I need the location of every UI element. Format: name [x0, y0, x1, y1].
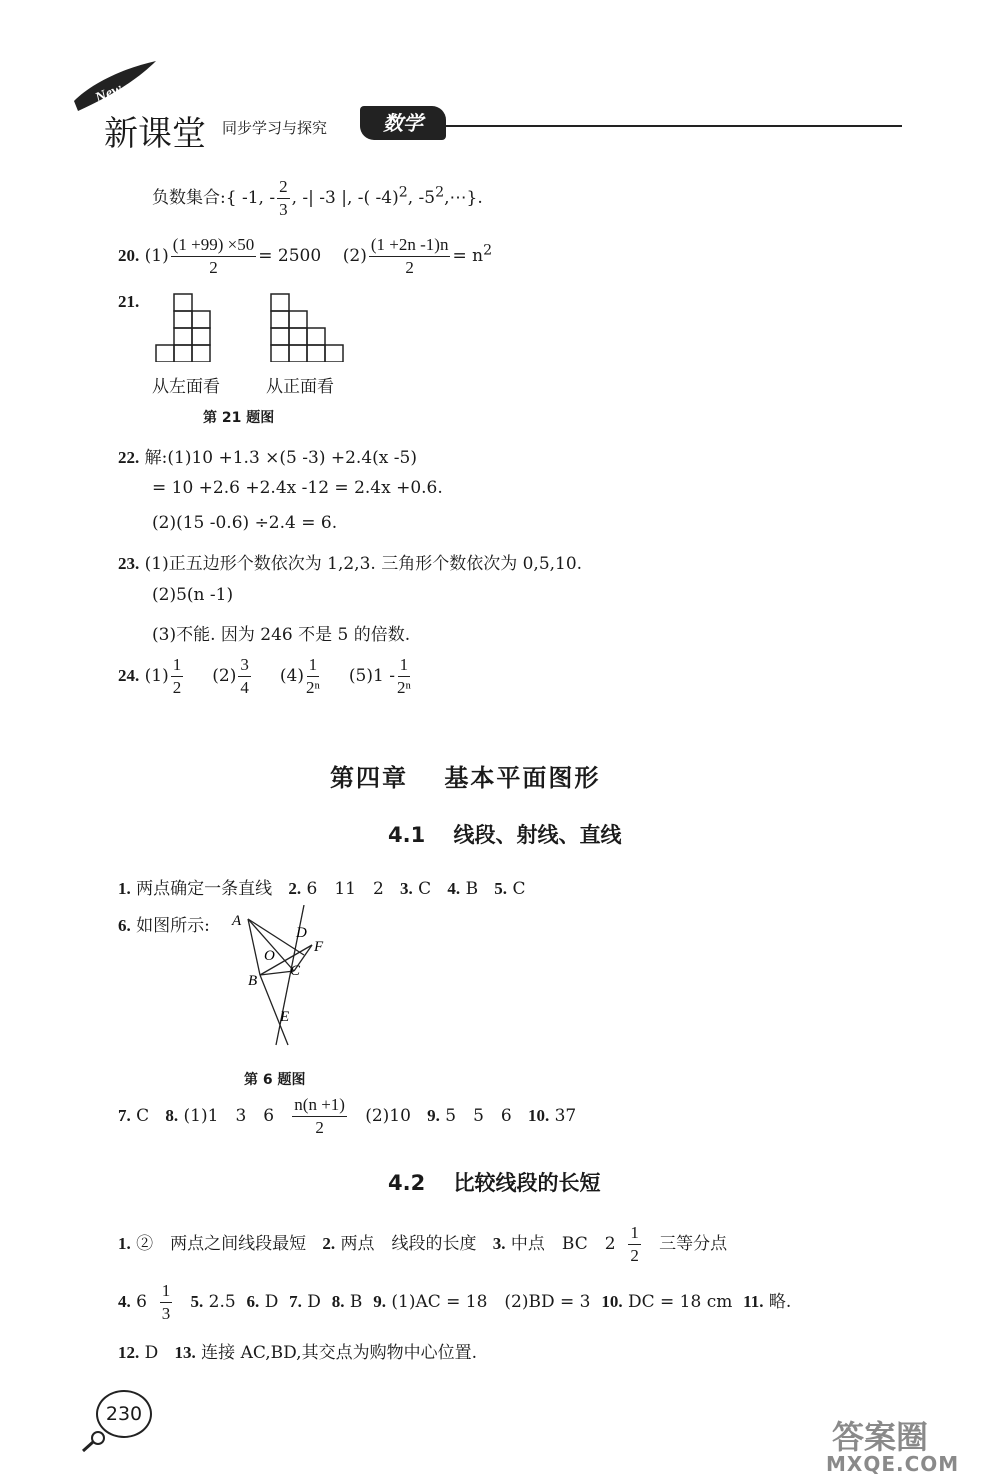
question-22	[118, 443, 417, 468]
part-label: (1)	[144, 666, 169, 686]
question-number: 7.	[289, 1292, 302, 1311]
fraction	[628, 1222, 641, 1267]
answer-text: 如图所示:	[136, 916, 210, 936]
answer-text: D	[307, 1292, 321, 1312]
neg-set-part: , -| -3 |, -( -4)	[291, 188, 399, 208]
point-C-label: C	[290, 963, 301, 979]
numerator: 1	[160, 1280, 173, 1303]
answer-text: B	[349, 1292, 363, 1312]
answer-text: D	[144, 1343, 159, 1363]
section-4-2-title: 4.2 比较线段的长短	[388, 1171, 601, 1195]
question-number: 2.	[322, 1234, 336, 1253]
denominator: 2	[630, 1246, 639, 1265]
denominator: 2	[315, 1118, 324, 1137]
fraction	[160, 1280, 173, 1325]
answer-text: 6	[136, 1292, 147, 1312]
neg-set-part: { -1, -	[225, 188, 276, 208]
answer-line: (2)5(n -1)	[152, 585, 234, 605]
question-6	[118, 911, 210, 936]
header-rule	[440, 125, 902, 127]
denominator: 2	[209, 258, 218, 277]
neg-set-part: , -5	[407, 188, 436, 208]
part-label: (2)	[212, 666, 237, 686]
negative-set-line	[152, 176, 483, 221]
question-24	[118, 654, 413, 699]
question-number: 24.	[118, 666, 140, 685]
answer-text: (1)AC = 18 (2)BD = 3	[391, 1292, 591, 1312]
answer-text: 三等分点	[659, 1234, 728, 1254]
part-label: (5)1 -	[348, 666, 395, 686]
answer-text: (1)1 3 6	[183, 1106, 275, 1126]
answer-text: 6 11 2	[306, 879, 384, 899]
fraction	[397, 654, 411, 699]
question-number: 23.	[118, 554, 140, 573]
watermark-title: 答案圈	[832, 1418, 929, 1456]
numerator: n(n +1)	[292, 1094, 347, 1117]
part-label: (4)	[279, 666, 304, 686]
neg-set-label: 负数集合:	[152, 188, 226, 208]
answer-line: (2)(15 -0.6) ÷2.4 = 6.	[152, 513, 338, 533]
answer-line: (1)正五边形个数依次为 1,2,3. 三角形个数依次为 0,5,10.	[144, 554, 583, 574]
answer-line: (3)不能. 因为 246 不是 5 的倍数.	[152, 625, 411, 645]
numerator: 1	[398, 654, 411, 677]
subject-badge	[360, 106, 446, 140]
figure-caption: 第 21 题图	[203, 410, 275, 426]
answer-text: 2.5	[208, 1292, 236, 1312]
point-F-label: F	[314, 939, 324, 955]
numerator: 1	[628, 1222, 641, 1245]
front-view-label: 从正面看	[266, 377, 334, 397]
page-number: 230	[105, 1403, 143, 1425]
section-4-1-title: 4.1 线段、射线、直线	[388, 823, 622, 847]
q21-views-figure	[150, 290, 350, 362]
new-badge-text: New	[92, 80, 125, 107]
answer-text: B	[465, 879, 479, 899]
numerator: 2	[277, 176, 290, 199]
denominator: 2ⁿ	[396, 678, 411, 697]
numerator: 1	[171, 654, 184, 677]
answer-text: C	[418, 879, 432, 899]
question-number: 13.	[174, 1343, 196, 1362]
answer-text: ② 两点之间线段最短	[136, 1234, 307, 1254]
fraction	[238, 654, 251, 699]
answer-text: 两点确定一条直线	[136, 879, 273, 899]
question-number: 3.	[492, 1234, 506, 1253]
question-number: 22.	[118, 448, 140, 467]
numerator: 1	[307, 654, 320, 677]
q6-geometry-figure	[228, 905, 338, 1050]
answer-text: 中点 BC 2	[510, 1234, 616, 1254]
question-number: 12.	[118, 1343, 140, 1362]
answer-text: D	[264, 1292, 279, 1312]
answer-text: (2)10	[365, 1106, 411, 1126]
left-view-grid	[156, 294, 210, 362]
question-number: 8.	[331, 1292, 345, 1311]
question-number: 2.	[288, 879, 302, 898]
answer-text: C	[512, 879, 526, 899]
question-number: 4.	[447, 879, 461, 898]
section-4-1-line-7	[118, 1094, 576, 1139]
question-number: 10.	[601, 1292, 623, 1311]
fraction	[277, 176, 290, 221]
question-number: 3.	[400, 879, 413, 898]
denominator: 3	[279, 200, 288, 219]
question-number: 1.	[118, 1234, 131, 1253]
superscript: 2	[398, 184, 408, 201]
fraction	[306, 654, 320, 699]
numerator: 3	[238, 654, 251, 677]
line-AB	[248, 919, 260, 975]
point-A-label: A	[232, 913, 242, 929]
question-number: 1.	[118, 879, 131, 898]
question-number: 8.	[165, 1106, 179, 1125]
question-number: 21.	[118, 292, 140, 311]
denominator: 2ⁿ	[306, 678, 320, 697]
section-4-2-line-12	[118, 1338, 477, 1363]
answer-text: 37	[554, 1106, 577, 1126]
denominator: 2	[172, 678, 182, 697]
question-number: 9.	[427, 1106, 440, 1125]
question-number: 6.	[118, 916, 131, 935]
question-20	[118, 234, 492, 279]
numerator: (1 +99) ×50	[171, 234, 257, 257]
question-23	[118, 549, 582, 574]
section-4-1-line-1	[118, 874, 525, 899]
fraction	[171, 654, 184, 699]
part-label: (2)	[342, 246, 367, 266]
fraction	[171, 234, 257, 279]
point-B-label: B	[248, 973, 258, 989]
front-view-grid	[271, 294, 343, 362]
result: = 2500	[258, 246, 322, 266]
watermark-url: MXQE.COM	[826, 1452, 960, 1476]
question-number: 7.	[118, 1106, 131, 1125]
result: = n	[452, 246, 484, 266]
question-number: 11.	[743, 1292, 764, 1311]
answer-text: 两点 线段的长度	[340, 1234, 477, 1254]
superscript: 2	[435, 184, 445, 201]
point-O-label: O	[264, 948, 275, 964]
magnifier-icon	[80, 1430, 110, 1454]
superscript: 2	[483, 242, 493, 259]
denominator: 3	[161, 1304, 171, 1323]
question-number: 5.	[494, 879, 508, 898]
answer-text: DC = 18 cm	[627, 1292, 733, 1312]
section-4-2-line-1	[118, 1222, 727, 1267]
answer-line: 解:(1)10 +1.3 ×(5 -3) +2.4(x -5)	[144, 448, 417, 468]
point-D-label: D	[296, 925, 307, 941]
part-label: (1)	[144, 246, 169, 266]
question-number: 20.	[118, 246, 140, 265]
question-number: 4.	[118, 1292, 131, 1311]
answer-text: 略.	[768, 1292, 792, 1312]
subject-label: 数学	[383, 111, 423, 135]
chapter-title: 第四章 基本平面图形	[330, 764, 601, 792]
answer-line: = 10 +2.6 +2.4x -12 = 2.4x +0.6.	[152, 478, 443, 498]
numerator: (1 +2n -1)n	[369, 234, 451, 257]
answer-text: C	[136, 1106, 150, 1126]
fraction	[292, 1094, 347, 1139]
figure-caption: 第 6 题图	[244, 1072, 306, 1088]
question-number: 6.	[246, 1292, 260, 1311]
neg-set-part: ,⋯}.	[444, 188, 483, 208]
fraction	[369, 234, 451, 279]
brand-subtitle: 同步学习与探究	[222, 119, 328, 137]
question-number: 10.	[527, 1106, 550, 1125]
point-E-label: E	[280, 1009, 290, 1025]
denominator: 4	[240, 678, 249, 697]
brand-title: 新课堂	[104, 114, 206, 154]
question-number: 5.	[190, 1292, 204, 1311]
question-number: 9.	[373, 1292, 386, 1311]
section-4-2-line-4	[118, 1280, 791, 1325]
left-view-label: 从左面看	[152, 377, 220, 397]
answer-text: 连接 AC,BD,其交点为购物中心位置.	[201, 1343, 477, 1363]
answer-text: 5 5 6	[445, 1106, 512, 1126]
denominator: 2	[405, 258, 414, 277]
